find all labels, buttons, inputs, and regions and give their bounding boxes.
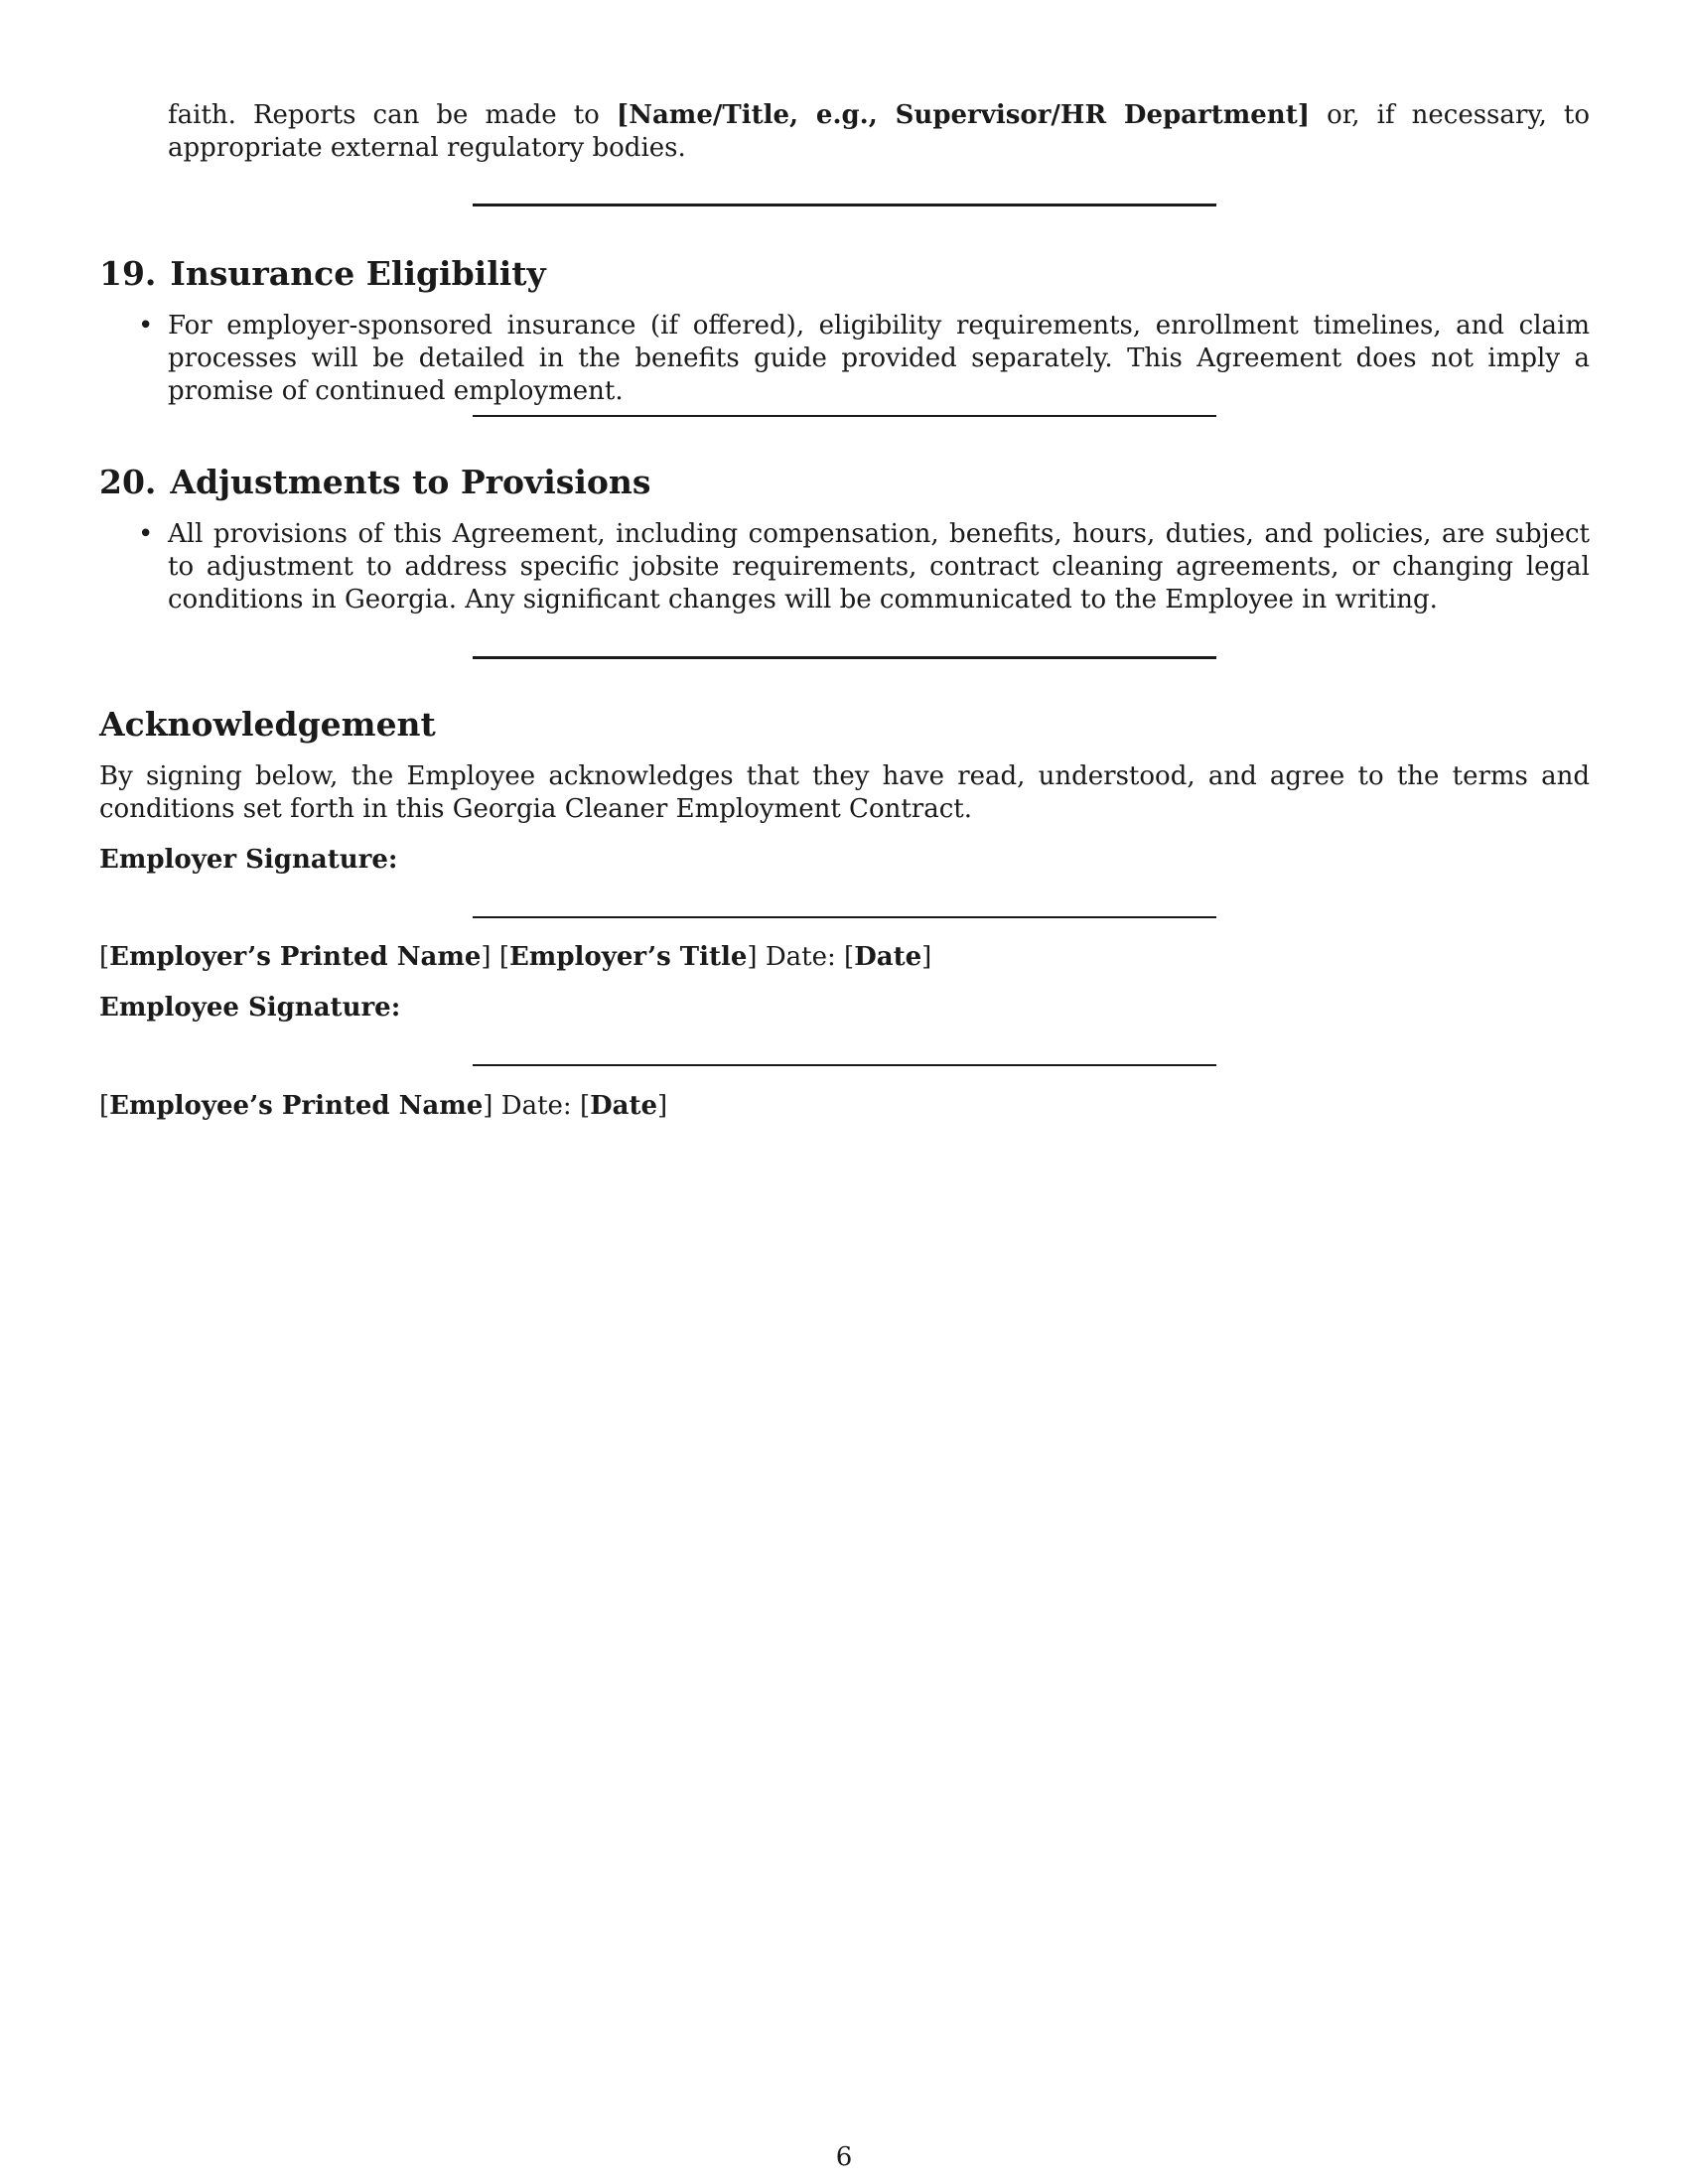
section-divider — [473, 415, 1216, 417]
continuation-paragraph — [168, 99, 1590, 165]
section-number: 19. — [99, 254, 157, 293]
date-placeholder: Date — [854, 942, 922, 972]
list-item-text: All provisions of this Agreement, including compensation, benefits, hours, duties, and policies, are subject to adjustment to address specific jobsite requirements, contract cleaning agreements, or changing legal conditions in Georgia. Any significant changes will be communicated to the Employee in writing. — [168, 519, 1590, 614]
open-bracket: [ — [498, 942, 509, 972]
section-divider — [473, 656, 1216, 659]
section-title: Adjustments to Provisions — [170, 463, 651, 501]
continuation-lead: faith. Reports can be made to — [168, 100, 617, 130]
employer-printed-name: Employer’s Printed Name — [109, 942, 482, 972]
close-bracket: ] — [921, 942, 932, 972]
open-bracket: [ — [99, 1091, 110, 1121]
acknowledgement-heading — [99, 705, 436, 745]
employer-title: Employer’s Title — [508, 942, 748, 972]
date-placeholder: Date — [590, 1091, 658, 1121]
employee-signature-label-text: Employee Signature: — [99, 993, 401, 1023]
page-number: 6 — [835, 2142, 853, 2172]
date-label: Date: — [500, 1091, 572, 1121]
list-item-text: For employer-sponsored insurance (if offered), eligibility requirements, enrollment timelines, and claim processes will be detailed in the benefits guide provided separately. This Agreement does not imply a promise of continued employment. — [168, 311, 1590, 406]
open-bracket: [ — [99, 942, 110, 972]
list-item — [138, 518, 1590, 616]
section-title: Insurance Eligibility — [170, 254, 546, 293]
open-bracket: [ — [579, 1091, 591, 1121]
date-label: Date: — [765, 942, 836, 972]
section-heading-insurance-eligibility — [99, 254, 546, 294]
bullet-icon: • — [138, 311, 154, 341]
employee-signature-line — [473, 1064, 1216, 1066]
employee-printed-name-line — [99, 1090, 667, 1123]
close-bracket: ] — [481, 942, 492, 972]
employer-printed-name-line — [99, 941, 931, 974]
open-bracket: [ — [844, 942, 855, 972]
employee-printed-name: Employee’s Printed Name — [109, 1091, 484, 1121]
acknowledgement-title: Acknowledgement — [99, 705, 436, 744]
close-bracket: ] — [657, 1091, 668, 1121]
continuation-tail: or, if necessary, to appropriate external regulatory bodies. — [168, 100, 1590, 163]
section-divider — [473, 204, 1216, 206]
section-heading-adjustments-to-provisions — [99, 463, 650, 502]
employer-signature-label-text: Employer Signature: — [99, 845, 398, 875]
employer-signature-line — [473, 916, 1216, 918]
close-bracket: ] — [747, 942, 758, 972]
employer-signature-label — [99, 844, 397, 877]
close-bracket: ] — [483, 1091, 493, 1121]
section-number: 20. — [99, 463, 157, 501]
acknowledgement-body: By signing below, the Employee acknowledges that they have read, understood, and agree to the terms and conditions set forth in this Georgia Cleaner Employment Contract. — [99, 761, 1590, 824]
list-item — [138, 310, 1590, 408]
contact-placeholder: [Name/Title, e.g., Supervisor/HR Department] — [616, 100, 1311, 130]
employee-signature-label — [99, 992, 400, 1024]
bullet-icon: • — [138, 519, 154, 549]
